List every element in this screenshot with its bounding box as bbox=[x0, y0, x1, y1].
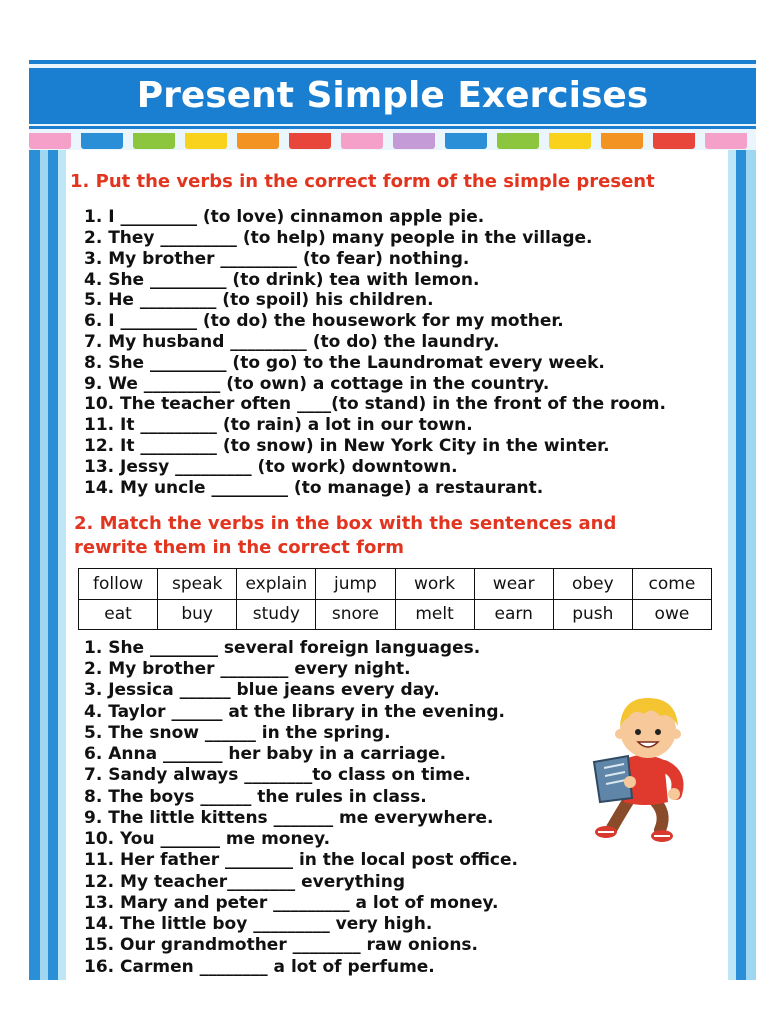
word-cell: wear bbox=[474, 569, 553, 600]
color-stripe bbox=[393, 133, 435, 149]
ex2-item: 7. Sandy always ________to class on time. bbox=[84, 765, 471, 785]
ex1-item: 10. The teacher often ____(to stand) in the front of the room. bbox=[84, 394, 666, 414]
word-cell: obey bbox=[553, 569, 632, 600]
ex1-item: 9. We _________ (to own) a cottage in the country. bbox=[84, 374, 550, 394]
color-stripe bbox=[549, 133, 591, 149]
ex2-item: 15. Our grandmother ________ raw onions. bbox=[84, 935, 479, 955]
ex2-item: 5. The snow ______ in the spring. bbox=[84, 723, 391, 743]
ex2-item: 8. The boys ______ the rules in class. bbox=[84, 787, 427, 807]
ex1-item: 3. My brother _________ (to fear) nothing. bbox=[84, 249, 470, 269]
left-middle-stripe bbox=[40, 150, 48, 980]
ex1-item: 1. I _________ (to love) cinnamon apple pie. bbox=[84, 207, 485, 227]
page-title: Present Simple Exercises bbox=[136, 75, 649, 116]
color-stripe bbox=[185, 133, 227, 149]
word-cell: study bbox=[237, 599, 316, 630]
left-inner-stripe bbox=[48, 150, 58, 980]
verb-word-box bbox=[78, 568, 712, 630]
ex2-item: 10. You _______ me money. bbox=[84, 829, 331, 849]
color-stripe bbox=[237, 133, 279, 149]
ex2-item: 12. My teacher________ everything bbox=[84, 872, 406, 892]
ex2-item: 11. Her father ________ in the local post office. bbox=[84, 850, 518, 870]
exercise1-heading: 1. Put the verbs in the correct form of the simple present bbox=[70, 171, 655, 192]
ex1-item: 6. I _________ (to do) the housework for my mother. bbox=[84, 311, 564, 331]
ex1-item: 4. She _________ (to drink) tea with lemon. bbox=[84, 270, 480, 290]
left-light-stripe bbox=[58, 150, 66, 980]
ex1-item: 14. My uncle _________ (to manage) a restaurant. bbox=[84, 478, 544, 498]
ex1-item: 8. She _________ (to go) to the Laundromat every week. bbox=[84, 353, 605, 373]
ex2-item: 1. She ________ several foreign languages. bbox=[84, 638, 481, 658]
color-stripe bbox=[133, 133, 175, 149]
color-stripe bbox=[705, 133, 747, 149]
top-border-line bbox=[29, 60, 756, 64]
word-cell: snore bbox=[316, 599, 395, 630]
color-stripe bbox=[341, 133, 383, 149]
word-cell: explain bbox=[237, 569, 316, 600]
word-cell: jump bbox=[316, 569, 395, 600]
word-cell: follow bbox=[79, 569, 158, 600]
right-light-stripe bbox=[728, 150, 736, 980]
color-stripe bbox=[29, 133, 71, 149]
ex1-item: 5. He _________ (to spoil) his children. bbox=[84, 290, 434, 310]
color-stripe bbox=[445, 133, 487, 149]
color-stripe bbox=[601, 133, 643, 149]
exercise2-heading-line1: 2. Match the verbs in the box with the sentences and bbox=[74, 513, 617, 534]
color-stripe bbox=[289, 133, 331, 149]
ex1-item: 13. Jessy _________ (to work) downtown. bbox=[84, 457, 458, 477]
ex1-item: 12. It _________ (to snow) in New York City in the winter. bbox=[84, 436, 610, 456]
ex1-item: 7. My husband _________ (to do) the laundry. bbox=[84, 332, 500, 352]
word-cell: push bbox=[553, 599, 632, 630]
word-cell: owe bbox=[632, 599, 711, 630]
exercise2-heading-line2: rewrite them in the correct form bbox=[74, 537, 405, 558]
word-cell: buy bbox=[158, 599, 237, 630]
color-stripe bbox=[497, 133, 539, 149]
word-cell: melt bbox=[395, 599, 474, 630]
reading-boy-illustration bbox=[590, 686, 710, 846]
ex2-item: 4. Taylor ______ at the library in the evening. bbox=[84, 702, 505, 722]
right-outer-stripe bbox=[746, 150, 756, 980]
ex2-item: 2. My brother ________ every night. bbox=[84, 659, 411, 679]
right-inner-stripe bbox=[736, 150, 746, 980]
banner-underline bbox=[29, 126, 756, 129]
color-stripe bbox=[653, 133, 695, 149]
ex2-item: 16. Carmen ________ a lot of perfume. bbox=[84, 957, 435, 977]
ex2-item: 13. Mary and peter _________ a lot of money. bbox=[84, 893, 499, 913]
ex1-item: 2. They _________ (to help) many people in the village. bbox=[84, 228, 593, 248]
ex1-item: 11. It _________ (to rain) a lot in our town. bbox=[84, 415, 473, 435]
ex2-item: 14. The little boy _________ very high. bbox=[84, 914, 433, 934]
word-cell: work bbox=[395, 569, 474, 600]
ex2-item: 9. The little kittens _______ me everywhere. bbox=[84, 808, 494, 828]
left-outer-stripe bbox=[29, 150, 40, 980]
word-cell: speak bbox=[158, 569, 237, 600]
word-cell: eat bbox=[79, 599, 158, 630]
word-box-row bbox=[79, 599, 712, 630]
ex2-item: 6. Anna _______ her baby in a carriage. bbox=[84, 744, 447, 764]
color-stripe bbox=[81, 133, 123, 149]
word-box-row bbox=[79, 569, 712, 600]
word-cell: come bbox=[632, 569, 711, 600]
ex2-item: 3. Jessica ______ blue jeans every day. bbox=[84, 680, 440, 700]
word-cell: earn bbox=[474, 599, 553, 630]
